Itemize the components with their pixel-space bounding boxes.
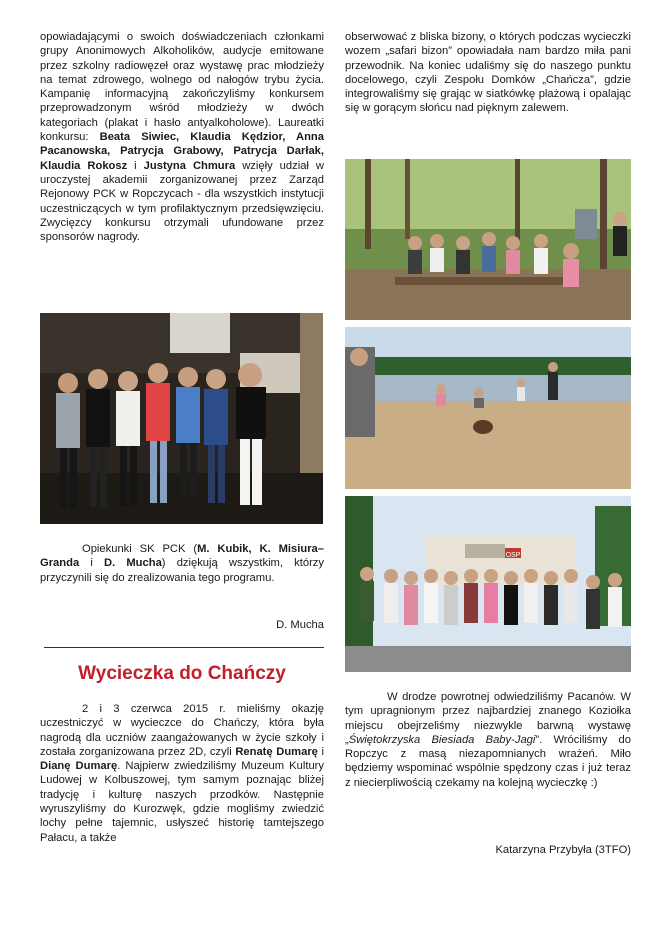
trip-paragraph xyxy=(40,702,324,845)
trip-text-1: 2 i 3 czerwca 2015 r. mieliśmy okazję uczestniczyć w wycieczce do Chańczy, która była nagrodą dla uczniów zaangażowanych w życie szkoły i została zorganizowana przez 2D, czyli xyxy=(40,703,324,758)
return-text-2: ”. Wróciliśmy do Ropczyc z masą niezapomnianych wrażeń. Miło będziemy wspominać wspólnie spędzony czas i już teraz z niecierpliwością czekamy na kolejną wycieczkę :) xyxy=(345,733,631,789)
teacher-names: M. Kubik, K. Misiura–Granda xyxy=(40,543,324,570)
organizer-name-1: Renatę Dumarę xyxy=(235,745,318,758)
signature-author: Katarzyna Przybyła (3TFO) xyxy=(495,844,631,856)
photo-forest-picnic xyxy=(345,159,631,320)
signature-2 xyxy=(345,843,631,857)
conjunction: i xyxy=(79,557,104,570)
article-title: Wycieczka do Chańczy xyxy=(78,663,286,684)
intro-text: opowiadającymi o swoich doświadczeniach członkami grupy Anonimowych Alkoholików, audycje emitowane przez szkolny radiowęzeł oraz wystawę prac młodzieży na temat zdrowego, wolnego od nałogów trybu życia. Kampanię informacyjną zakończyliśmy konkursem przeprowadzonym wśród młodzieży w dwóch kategoriach (plakat i hasło antyalkoholowe). Laureatki konkursu: xyxy=(40,31,324,144)
thanks-paragraph xyxy=(40,542,324,585)
right-top-paragraph xyxy=(345,30,631,116)
organizer-name-2: Dianę Dumarę xyxy=(40,760,118,773)
signature-d-mucha: D. Mucha xyxy=(276,619,324,631)
photo-group-outdoors xyxy=(345,496,631,672)
bison-text: obserwować z bliska bizony, o których podczas wycieczki wozem „safari bizon” opowiadała nam bardzo miła pani przewodnik. Na koniec udaliśmy się do naszego punktu docelowego, czyli Zespołu Domków „Chańcza”, gdzie integrowaliśmy się grając w siatkówkę plażową i opalając się w gorącym słońcu nad pięknym zalewem. xyxy=(345,31,631,115)
photo-award-ceremony xyxy=(40,313,323,524)
return-paragraph xyxy=(345,690,631,790)
thanks-prefix: Opiekunki SK PCK ( xyxy=(82,543,198,555)
teacher-name: D. Mucha xyxy=(104,557,162,570)
return-text-1: W drodze powrotnej odwiedziliśmy Pacanów. W tym upragnionym przez najbardziej znanego Koziołka miejscu obejrzeliśmy niezwykle barwną wystawę „ xyxy=(345,691,631,746)
conjunction: i xyxy=(317,745,325,758)
winners-names: Beata Siwiec, Klaudia Kędzior, Anna Pacanowska, Patrycja Grabowy, Patrycja Darłak, Klaudia Rokosz xyxy=(40,131,324,172)
osp-sign-text: OSP xyxy=(505,552,521,559)
signature-1 xyxy=(40,618,324,632)
trip-text-2: . Najpierw zwiedziliśmy Muzeum Kultury Ludowej w Kolbuszowej, tym samym poznając bliżej tradycję i kulturę naszych przodków. Następnie wyruszyliśmy do Kurozwęk, gdzie mogliśmy zwiedzić lochy pełne tajemnic, usłyszeć historię tamtejszego Pałacu, a także xyxy=(40,760,324,844)
section-divider xyxy=(44,647,324,648)
exhibition-title: Świętokrzyska Biesiada Baby-Jagi xyxy=(348,733,536,746)
intro-text-end: wzięły udział w uroczystej akademii zorganizowanej przez Zarząd Rejonowy PCK w Ropczycach - dla wszystkich instytucji uczestniczących w tym profilaktycznym przedsięwzięciu. Zwycięzcy konkursu otrzymali ufundowane przez sponsorów nagrody. xyxy=(40,159,324,244)
intro-paragraph xyxy=(40,30,324,244)
winner-name: Justyna Chmura xyxy=(143,159,236,172)
photo-beach xyxy=(345,327,631,489)
thanks-suffix: ) dziękują wszystkim, którzy przyczynili się do zrealizowania tego programu. xyxy=(40,557,324,584)
conjunction: i xyxy=(127,159,144,172)
